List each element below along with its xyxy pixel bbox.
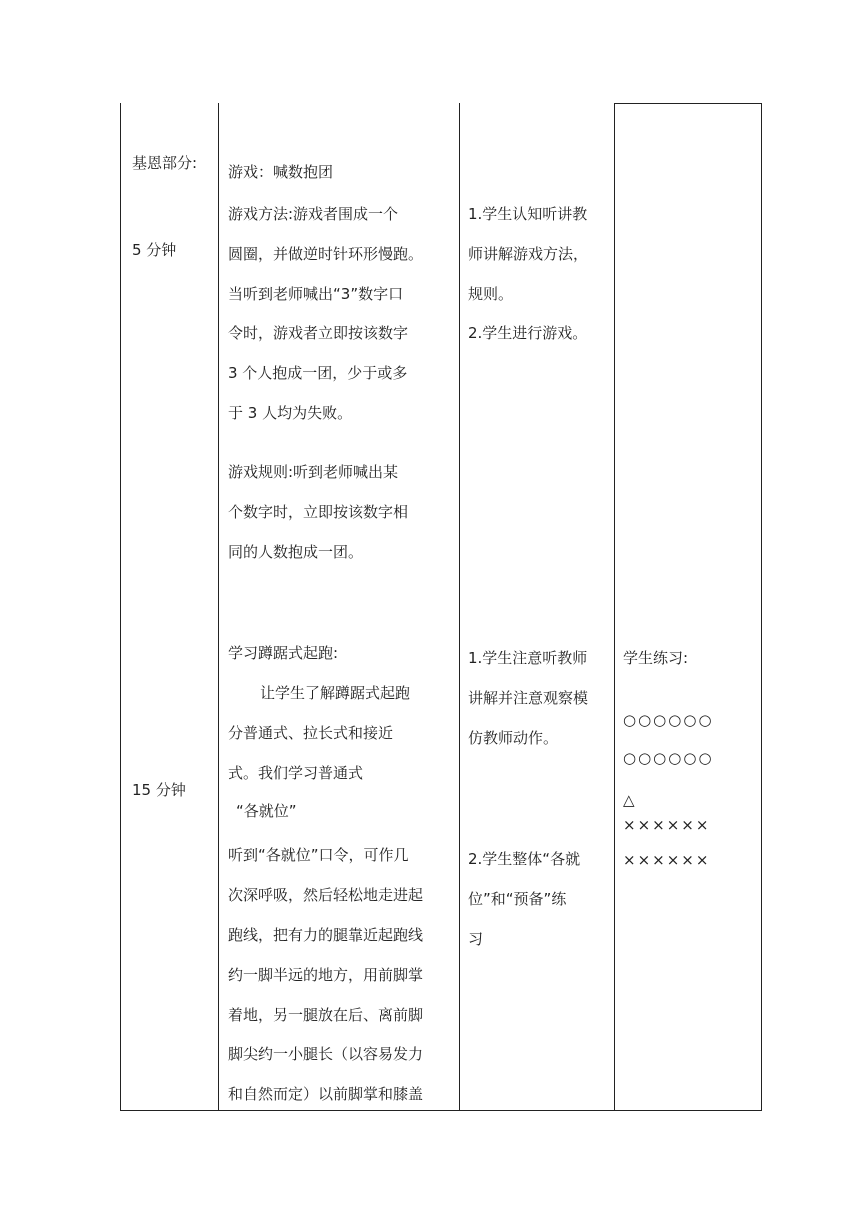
formation-row: ○○○○○○ [623, 749, 714, 767]
learn-line: 跑线，把有力的腿靠近起跑线 [228, 926, 424, 944]
duration-label-1: 5 分钟 [132, 241, 177, 259]
game-method-line: 3 个人抱成一团，少于或多 [228, 364, 408, 382]
student-activity-line: 位”和“预备”练 [468, 890, 567, 908]
learn-line: 和自然而定）以前脚掌和膝盖 [228, 1085, 424, 1103]
student-activity-line: 2.学生整体“各就 [468, 850, 581, 868]
section-label: 基恩部分: [132, 154, 198, 172]
game-method-line: 于 3 人均为失败。 [228, 404, 353, 422]
practice-title: 学生练习: [623, 649, 689, 667]
column-divider-3 [614, 103, 615, 1111]
learn-line: 约一脚半远的地方，用前脚掌 [228, 966, 424, 984]
student-activity-line: 规则。 [468, 285, 514, 303]
learn-line: 着地，另一腿放在后、离前脚 [228, 1006, 424, 1024]
student-activity-line: 1.学生认知听讲教 [468, 205, 588, 223]
learn-line: 让学生了解蹲踞式起跑 [260, 684, 411, 702]
table-border-left [120, 103, 121, 1111]
game-rule-line: 同的人数抱成一团。 [228, 543, 364, 561]
game-rule-line: 个数字时，立即按该数字相 [228, 503, 409, 521]
formation-row: ×××××× [623, 816, 711, 834]
table-top-border-right-cell [614, 103, 762, 104]
table-bottom-border [120, 1110, 762, 1111]
game-method-line: 令时，游戏者立即按该数字 [228, 324, 409, 342]
game-method-line: 圆圈，并做逆时针环形慢跑。 [228, 245, 424, 263]
learn-line: 式。我们学习普通式 [228, 764, 364, 782]
learn-line: 脚尖约一小腿长（以容易发力 [228, 1045, 424, 1063]
formation-row: ×××××× [623, 851, 711, 869]
table-border-right [761, 103, 762, 1111]
column-divider-2 [459, 103, 460, 1111]
learn-line: 分普通式、拉长式和接近 [228, 724, 394, 742]
learn-line: 次深呼吸，然后轻松地走进起 [228, 886, 424, 904]
student-activity-line: 2.学生进行游戏。 [468, 324, 588, 342]
formation-row: ○○○○○○ [623, 711, 714, 729]
student-activity-line: 1.学生注意听教师 [468, 649, 588, 667]
learn-line: 听到“各就位”口令，可作几 [228, 846, 409, 864]
duration-label-2: 15 分钟 [132, 781, 186, 799]
game-rule-line: 游戏规则:听到老师喊出某 [228, 463, 399, 481]
student-activity-line: 习 [468, 930, 484, 948]
student-activity-line: 仿教师动作。 [468, 729, 559, 747]
formation-row: △ [623, 791, 635, 809]
game-method-line: 当听到老师喊出“3”数字口 [228, 285, 404, 303]
learn-line: “各就位” [236, 802, 297, 820]
column-divider-1 [218, 103, 219, 1111]
game-title: 游戏：喊数抱团 [228, 163, 334, 181]
learn-title: 学习蹲踞式起跑: [228, 644, 339, 662]
game-method-line: 游戏方法:游戏者围成一个 [228, 205, 399, 223]
student-activity-line: 师讲解游戏方法， [468, 245, 589, 263]
student-activity-line: 讲解并注意观察模 [468, 689, 589, 707]
